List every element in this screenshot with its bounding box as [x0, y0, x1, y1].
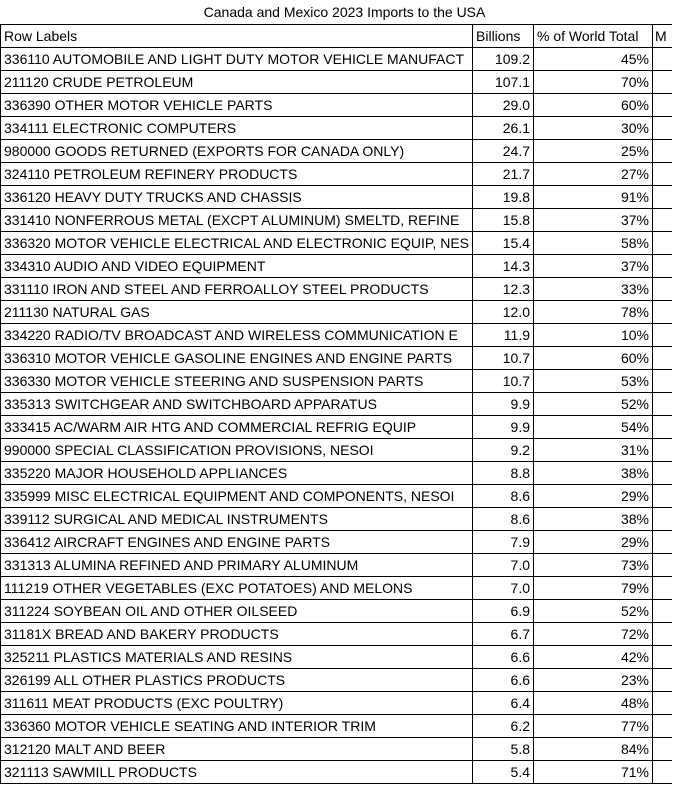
pct-world-cell[interactable]: 29%: [534, 485, 653, 508]
pct-world-cell[interactable]: 38%: [534, 462, 653, 485]
pct-world-cell[interactable]: 77%: [534, 715, 653, 738]
billions-cell[interactable]: 109.2: [473, 48, 534, 71]
billions-cell[interactable]: 9.2: [473, 439, 534, 462]
pct-world-cell[interactable]: 31%: [534, 439, 653, 462]
table-row: [1, 71, 673, 94]
row-label-cell[interactable]: 325211 PLASTICS MATERIALS AND RESINS: [1, 646, 473, 669]
next-column-cell[interactable]: [653, 600, 673, 623]
billions-cell[interactable]: 12.3: [473, 278, 534, 301]
pct-world-cell[interactable]: 60%: [534, 94, 653, 117]
next-column-cell[interactable]: [653, 485, 673, 508]
row-label-cell[interactable]: 211130 NATURAL GAS: [1, 301, 473, 324]
next-column-cell[interactable]: [653, 577, 673, 600]
billions-cell[interactable]: 6.7: [473, 623, 534, 646]
pct-world-cell[interactable]: 53%: [534, 370, 653, 393]
next-column-cell[interactable]: [653, 738, 673, 761]
row-label-cell[interactable]: 321113 SAWMILL PRODUCTS: [1, 761, 473, 784]
row-label-cell[interactable]: 335313 SWITCHGEAR AND SWITCHBOARD APPARATUS: [1, 393, 473, 416]
row-label-cell[interactable]: 336412 AIRCRAFT ENGINES AND ENGINE PARTS: [1, 531, 473, 554]
billions-cell[interactable]: 6.6: [473, 646, 534, 669]
row-label-cell[interactable]: 990000 SPECIAL CLASSIFICATION PROVISIONS, NESOI: [1, 439, 473, 462]
pct-world-cell[interactable]: 29%: [534, 531, 653, 554]
next-column-cell[interactable]: [653, 646, 673, 669]
billions-cell[interactable]: 11.9: [473, 324, 534, 347]
billions-cell[interactable]: 19.8: [473, 186, 534, 209]
billions-cell[interactable]: 6.6: [473, 669, 534, 692]
table-row: [1, 508, 673, 531]
billions-cell[interactable]: 15.4: [473, 232, 534, 255]
table-row: [1, 761, 673, 784]
row-label-cell[interactable]: 311611 MEAT PRODUCTS (EXC POULTRY): [1, 692, 473, 715]
pct-world-cell[interactable]: 73%: [534, 554, 653, 577]
pct-world-cell[interactable]: 71%: [534, 761, 653, 784]
pct-world-cell[interactable]: 72%: [534, 623, 653, 646]
billions-cell[interactable]: 8.6: [473, 508, 534, 531]
billions-cell[interactable]: 9.9: [473, 393, 534, 416]
next-column-cell[interactable]: [653, 623, 673, 646]
row-label-cell[interactable]: 336320 MOTOR VEHICLE ELECTRICAL AND ELECTRONIC EQUIP, NES: [1, 232, 473, 255]
table-row: [1, 255, 673, 278]
row-label-cell[interactable]: 336120 HEAVY DUTY TRUCKS AND CHASSIS: [1, 186, 473, 209]
table-row: [1, 117, 673, 140]
next-column-cell[interactable]: [653, 186, 673, 209]
next-column-cell[interactable]: [653, 48, 673, 71]
table-row: [1, 577, 673, 600]
next-column-cell[interactable]: [653, 324, 673, 347]
pct-world-cell[interactable]: 70%: [534, 71, 653, 94]
row-label-cell[interactable]: 336110 AUTOMOBILE AND LIGHT DUTY MOTOR VEHICLE MANUFACT: [1, 48, 473, 71]
billions-cell[interactable]: 6.2: [473, 715, 534, 738]
billions-cell[interactable]: 26.1: [473, 117, 534, 140]
billions-cell[interactable]: 21.7: [473, 163, 534, 186]
row-label-cell[interactable]: 336310 MOTOR VEHICLE GASOLINE ENGINES AND ENGINE PARTS: [1, 347, 473, 370]
billions-cell[interactable]: 24.7: [473, 140, 534, 163]
table-row: [1, 715, 673, 738]
table-row: [1, 439, 673, 462]
billions-cell[interactable]: 9.9: [473, 416, 534, 439]
row-label-cell[interactable]: 31181X BREAD AND BAKERY PRODUCTS: [1, 623, 473, 646]
table-row: [1, 669, 673, 692]
billions-cell[interactable]: 5.8: [473, 738, 534, 761]
billions-cell[interactable]: 6.4: [473, 692, 534, 715]
next-column-cell[interactable]: [653, 278, 673, 301]
row-label-cell[interactable]: 334310 AUDIO AND VIDEO EQUIPMENT: [1, 255, 473, 278]
next-column-cell[interactable]: [653, 232, 673, 255]
pct-world-cell[interactable]: 58%: [534, 232, 653, 255]
pct-world-cell[interactable]: 37%: [534, 255, 653, 278]
pct-world-cell[interactable]: 25%: [534, 140, 653, 163]
row-label-cell[interactable]: 331110 IRON AND STEEL AND FERROALLOY STEEL PRODUCTS: [1, 278, 473, 301]
row-label-cell[interactable]: 334220 RADIO/TV BROADCAST AND WIRELESS COMMUNICATION E: [1, 324, 473, 347]
table-row: [1, 324, 673, 347]
pct-world-cell[interactable]: 91%: [534, 186, 653, 209]
table-row: [1, 623, 673, 646]
table-row: [1, 600, 673, 623]
next-column-cell[interactable]: [653, 554, 673, 577]
next-column-cell[interactable]: [653, 347, 673, 370]
billions-cell[interactable]: 7.0: [473, 577, 534, 600]
table-row: [1, 48, 673, 71]
row-label-cell[interactable]: 312120 MALT AND BEER: [1, 738, 473, 761]
table-body: [1, 25, 673, 784]
header-pct-world-total[interactable]: % of World Total: [534, 25, 653, 48]
pct-world-cell[interactable]: 52%: [534, 600, 653, 623]
next-column-cell[interactable]: [653, 140, 673, 163]
row-label-cell[interactable]: 311224 SOYBEAN OIL AND OTHER OILSEED: [1, 600, 473, 623]
row-label-cell[interactable]: 980000 GOODS RETURNED (EXPORTS FOR CANADA ONLY): [1, 140, 473, 163]
row-label-cell[interactable]: 331410 NONFERROUS METAL (EXCPT ALUMINUM) SMELTD, REFINE: [1, 209, 473, 232]
table-row: [1, 416, 673, 439]
table-row: [1, 370, 673, 393]
row-label-cell[interactable]: 336330 MOTOR VEHICLE STEERING AND SUSPENSION PARTS: [1, 370, 473, 393]
next-column-cell[interactable]: [653, 71, 673, 94]
pct-world-cell[interactable]: 33%: [534, 278, 653, 301]
billions-cell[interactable]: 107.1: [473, 71, 534, 94]
table-row: [1, 738, 673, 761]
next-column-cell[interactable]: [653, 117, 673, 140]
billions-cell[interactable]: 10.7: [473, 347, 534, 370]
pct-world-cell[interactable]: 42%: [534, 646, 653, 669]
pct-world-cell[interactable]: 27%: [534, 163, 653, 186]
table-row: [1, 232, 673, 255]
next-column-cell[interactable]: [653, 669, 673, 692]
table-row: [1, 347, 673, 370]
next-column-cell[interactable]: [653, 761, 673, 784]
billions-cell[interactable]: 6.9: [473, 600, 534, 623]
row-label-cell[interactable]: 334111 ELECTRONIC COMPUTERS: [1, 117, 473, 140]
row-label-cell[interactable]: 333415 AC/WARM AIR HTG AND COMMERCIAL REFRIG EQUIP: [1, 416, 473, 439]
pct-world-cell[interactable]: 30%: [534, 117, 653, 140]
pct-world-cell[interactable]: 45%: [534, 48, 653, 71]
pct-world-cell[interactable]: 48%: [534, 692, 653, 715]
pct-world-cell[interactable]: 78%: [534, 301, 653, 324]
pct-world-cell[interactable]: 60%: [534, 347, 653, 370]
billions-cell[interactable]: 10.7: [473, 370, 534, 393]
billions-cell[interactable]: 12.0: [473, 301, 534, 324]
row-label-cell[interactable]: 331313 ALUMINA REFINED AND PRIMARY ALUMINUM: [1, 554, 473, 577]
imports-table: [0, 24, 672, 784]
billions-cell[interactable]: 7.0: [473, 554, 534, 577]
next-column-cell[interactable]: [653, 692, 673, 715]
next-column-cell[interactable]: [653, 508, 673, 531]
next-column-cell[interactable]: [653, 439, 673, 462]
row-label-cell[interactable]: 336390 OTHER MOTOR VEHICLE PARTS: [1, 94, 473, 117]
table-row: [1, 646, 673, 669]
pct-world-cell[interactable]: 38%: [534, 508, 653, 531]
next-column-cell[interactable]: [653, 462, 673, 485]
table-row: [1, 278, 673, 301]
next-column-cell[interactable]: [653, 301, 673, 324]
next-column-cell[interactable]: [653, 393, 673, 416]
next-column-cell[interactable]: [653, 531, 673, 554]
table-row: [1, 531, 673, 554]
pct-world-cell[interactable]: 10%: [534, 324, 653, 347]
billions-cell[interactable]: 15.8: [473, 209, 534, 232]
row-label-cell[interactable]: 324110 PETROLEUM REFINERY PRODUCTS: [1, 163, 473, 186]
table-row: [1, 301, 673, 324]
billions-cell[interactable]: 29.0: [473, 94, 534, 117]
table-row: [1, 692, 673, 715]
header-row-labels[interactable]: Row Labels: [1, 25, 473, 48]
pct-world-cell[interactable]: 52%: [534, 393, 653, 416]
pct-world-cell[interactable]: 23%: [534, 669, 653, 692]
next-column-cell[interactable]: [653, 94, 673, 117]
sheet-title: Canada and Mexico 2023 Imports to the USA: [203, 4, 486, 20]
table-row: [1, 163, 673, 186]
table-row: [1, 393, 673, 416]
pct-world-cell[interactable]: 54%: [534, 416, 653, 439]
table-row: [1, 186, 673, 209]
pct-world-cell[interactable]: 79%: [534, 577, 653, 600]
row-label-cell[interactable]: 326199 ALL OTHER PLASTICS PRODUCTS: [1, 669, 473, 692]
billions-cell[interactable]: 8.8: [473, 462, 534, 485]
header-row: [1, 25, 673, 48]
table-row: [1, 209, 673, 232]
table-row: [1, 485, 673, 508]
row-label-cell[interactable]: 335999 MISC ELECTRICAL EQUIPMENT AND COMPONENTS, NESOI: [1, 485, 473, 508]
billions-cell[interactable]: 7.9: [473, 531, 534, 554]
pct-world-cell[interactable]: 37%: [534, 209, 653, 232]
billions-cell[interactable]: 14.3: [473, 255, 534, 278]
row-label-cell[interactable]: 335220 MAJOR HOUSEHOLD APPLIANCES: [1, 462, 473, 485]
table-row: [1, 554, 673, 577]
row-label-cell[interactable]: 211120 CRUDE PETROLEUM: [1, 71, 473, 94]
header-billions[interactable]: Billions: [473, 25, 534, 48]
next-column-cell[interactable]: [653, 416, 673, 439]
pct-world-cell[interactable]: 84%: [534, 738, 653, 761]
row-label-cell[interactable]: 111219 OTHER VEGETABLES (EXC POTATOES) AND MELONS: [1, 577, 473, 600]
next-column-cell[interactable]: [653, 163, 673, 186]
row-label-cell[interactable]: 336360 MOTOR VEHICLE SEATING AND INTERIOR TRIM: [1, 715, 473, 738]
header-next-column[interactable]: M: [653, 25, 673, 48]
table-row: [1, 462, 673, 485]
next-column-cell[interactable]: [653, 370, 673, 393]
table-row: [1, 94, 673, 117]
next-column-cell[interactable]: [653, 209, 673, 232]
next-column-cell[interactable]: [653, 715, 673, 738]
billions-cell[interactable]: 5.4: [473, 761, 534, 784]
row-label-cell[interactable]: 339112 SURGICAL AND MEDICAL INSTRUMENTS: [1, 508, 473, 531]
pivot-table: [0, 24, 672, 784]
table-row: [1, 140, 673, 163]
billions-cell[interactable]: 8.6: [473, 485, 534, 508]
next-column-cell[interactable]: [653, 255, 673, 278]
